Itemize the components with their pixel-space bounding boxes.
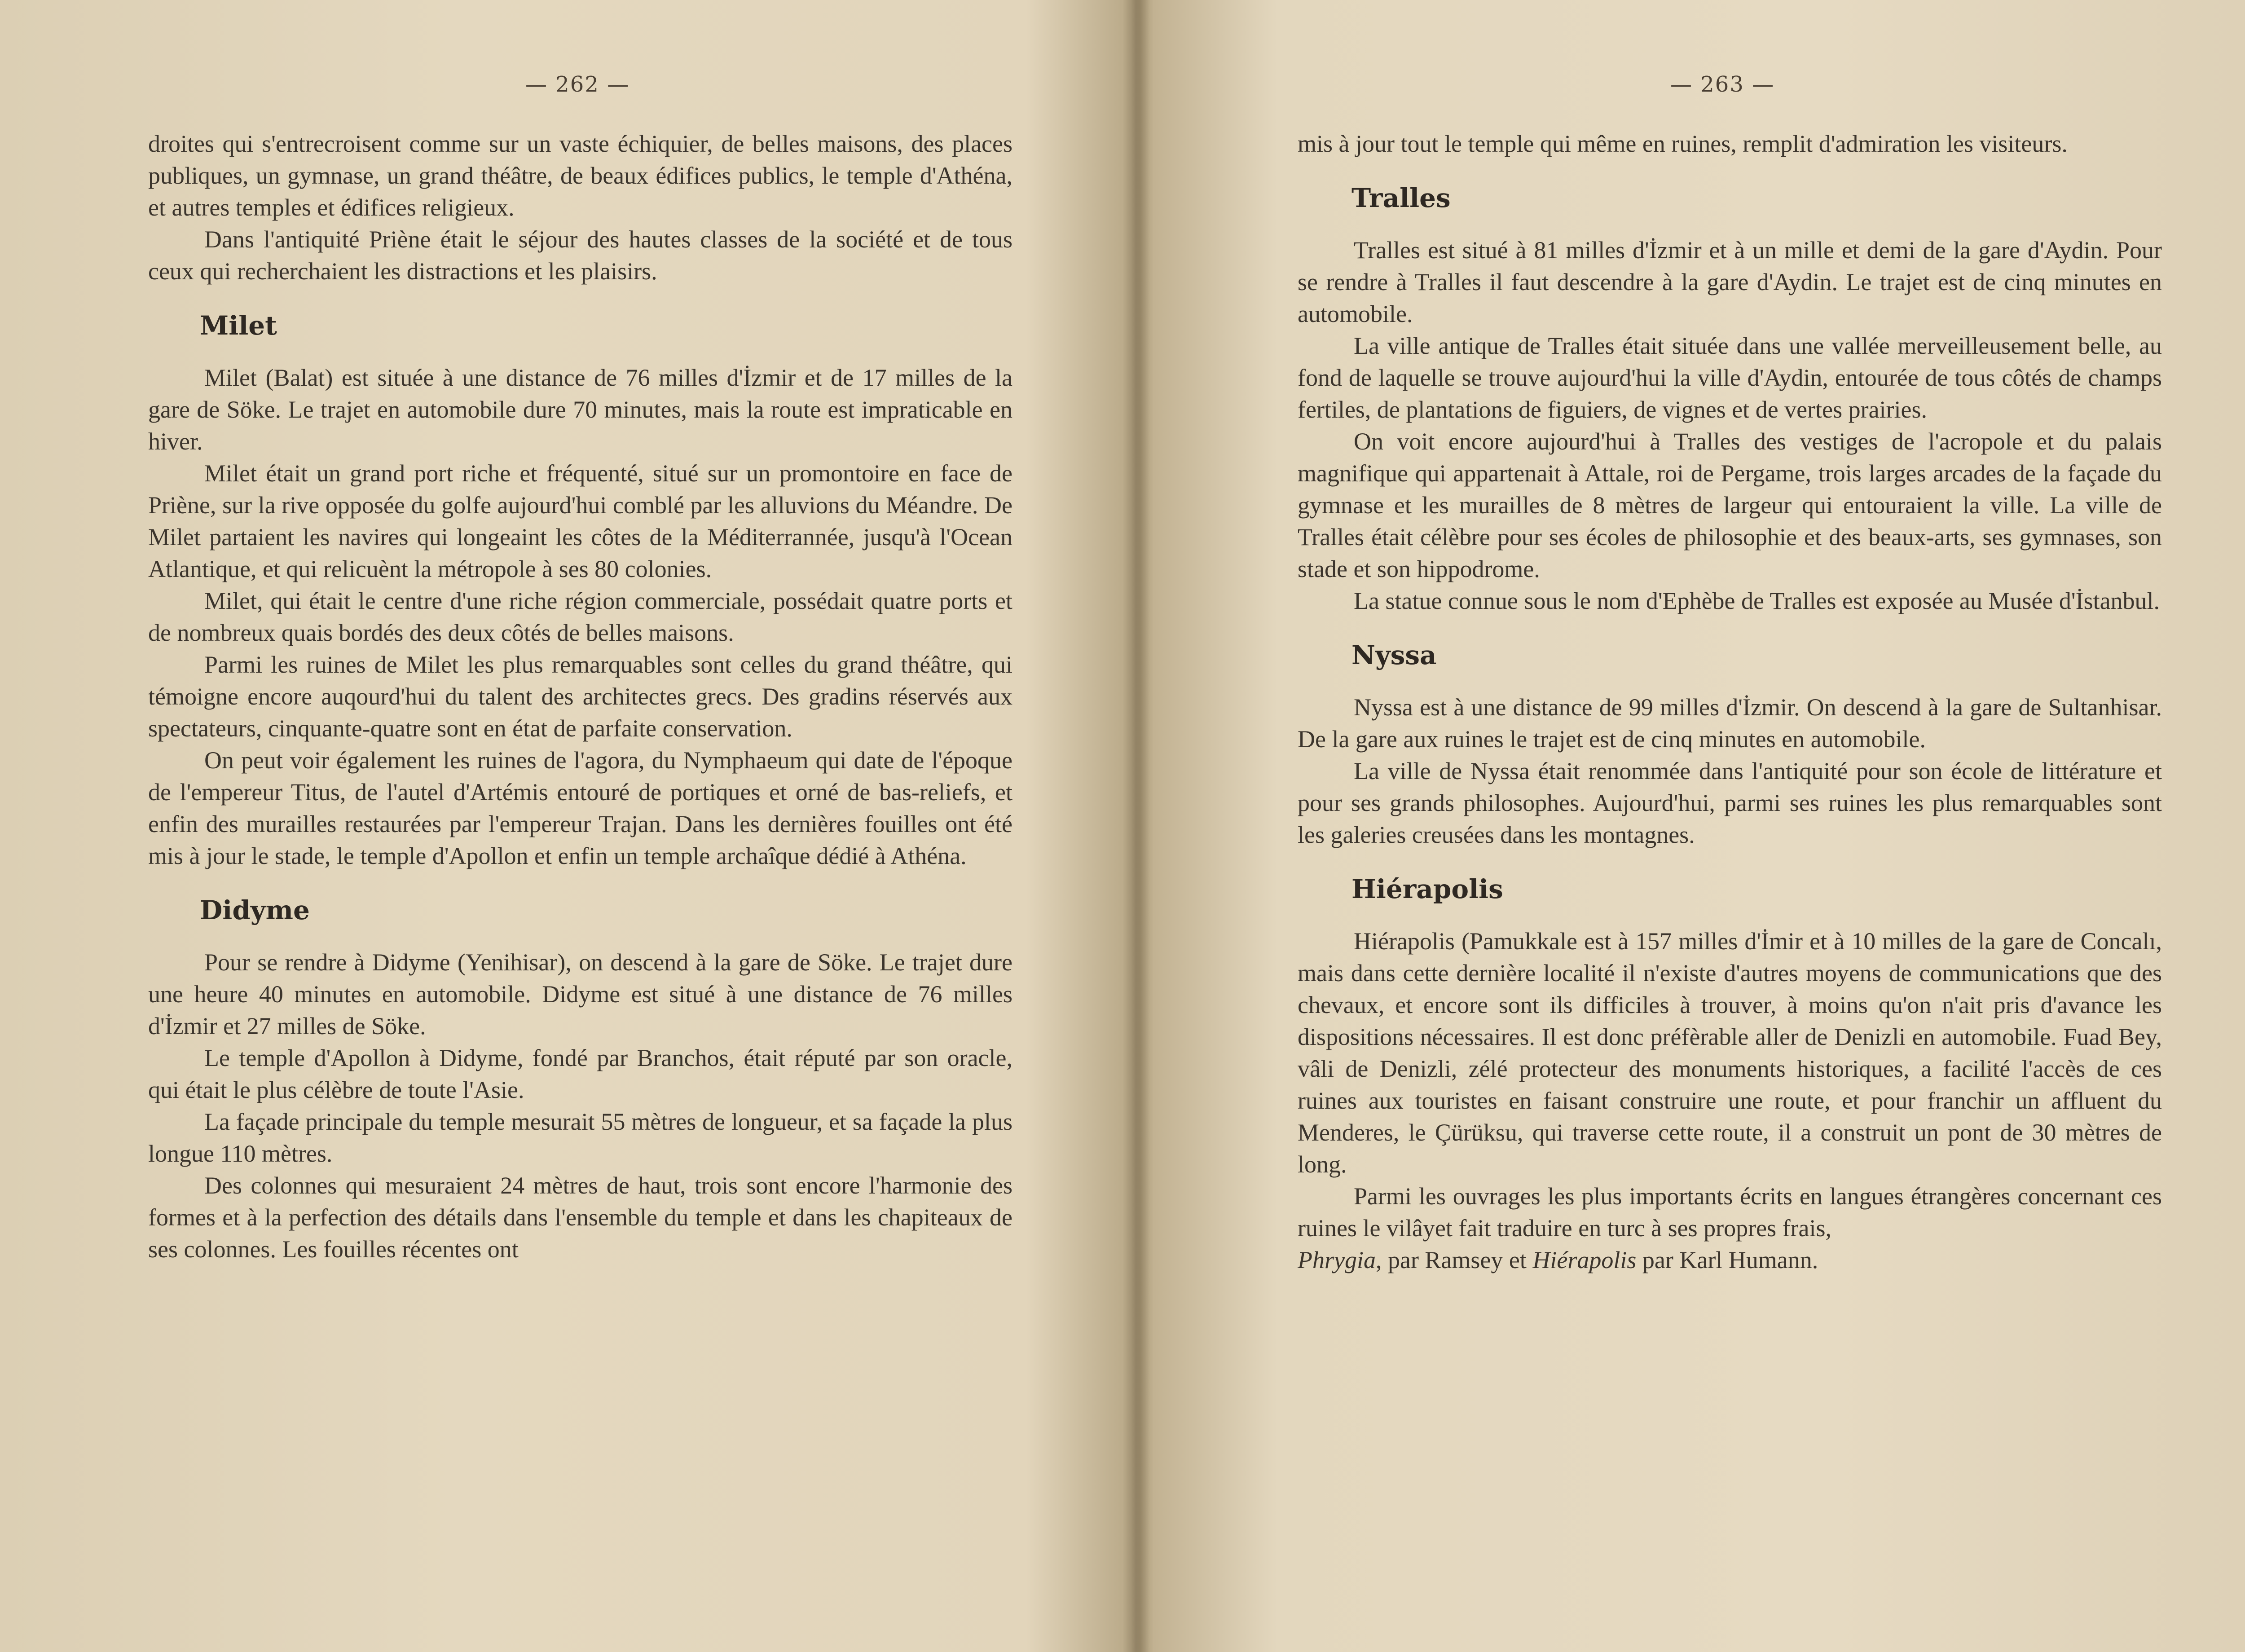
- paragraph: Milet était un grand port riche et fréquenté, situé sur un promontoire en face de Priène, sur la rive opposée du golfe aujourd'hui comblé par les alluvions du Méandre. De Milet partaient les navires qui longeaint les côtes de la Méditerrannée, jusqu'à l'Ocean Atlantique, et qui relicuènt la métropole à ses 80 colonies.: [148, 460, 1012, 582]
- book-gutter: [1122, 0, 1149, 1652]
- section-heading: Hiérapolis: [1351, 874, 1503, 904]
- paragraph: mis à jour tout le temple qui même en ruines, remplit d'admiration les visiteurs.: [1298, 130, 2068, 157]
- reference-text: par Karl Humann.: [1636, 1247, 1818, 1273]
- book-title: Phrygia: [1298, 1247, 1376, 1273]
- paragraph: Milet, qui était le centre d'une riche région commerciale, possédait quatre ports et de nombreux quais bordés des deux côtés de belles maisons.: [148, 587, 1012, 646]
- paragraph: droites qui s'entrecroisent comme sur un vaste échiquier, de belles maisons, des places publiques, un gymnase, un grand théâtre, de beaux édifices publics, le temple d'Athéna, et autres temples et édifices religieux.: [148, 130, 1012, 221]
- section-heading: Didyme: [200, 895, 310, 925]
- book-title: Hiérapolis: [1532, 1247, 1637, 1273]
- paragraph: Pour se rendre à Didyme (Yenihisar), on descend à la gare de Söke. Le trajet dure une heure 40 minutes en automobile. Didyme est situé à une distance de 76 milles d'İzmir et 27 milles de Söke.: [148, 949, 1012, 1040]
- paragraph: Dans l'antiquité Priène était le séjour des hautes classes de la société et de tous ceux qui recherchaient les distractions et les plaisirs.: [148, 226, 1012, 285]
- reference-text: , par Ramsey et: [1375, 1247, 1533, 1273]
- paragraph: Parmi les ouvrages les plus importants écrits en langues étrangères concernant ces ruines le vilâyet fait traduire en turc à ses propres frais,: [1298, 1183, 2162, 1242]
- paragraph: La ville de Nyssa était renommée dans l'antiquité pour son école de littérature et pour ses grands philosophes. Aujourd'hui, parmi ses ruines les plus remarquables sont les galeries creusées dans les montagnes.: [1298, 758, 2162, 848]
- paragraph: On voit encore aujourd'hui à Tralles des vestiges de l'acropole et du palais magnifique qui appartenait à Attale, roi de Pergame, trois larges arcades de la façade du gymnase et les murailles de 8 mètres de largeur qui entouraient la ville. La ville de Tralles était célèbre pour ses écoles de philosophie et des beaux-arts, ses gymnases, son stade et son hippodrome.: [1298, 428, 2162, 582]
- section-heading: Tralles: [1351, 183, 1451, 213]
- paragraph: Hiérapolis (Pamukkale est à 157 milles d'İmir et à 10 milles de la gare de Concalı, mais dans cette dernière localité il n'existe d'autres moyens de communications que des chevaux, et encore sont ils difficiles à trouver, à moins qu'on n'ait pris d'avance les dispositions nécessaires. Il est donc préfèrable aller de Denizli en automobile. Fuad Bey, vâli de Denizli, zélé protecteur des monuments historiques, a facilité l'accès de ces ruines aux touristes en faisant construire une route, et pour franchir un affluent du Menderes, le Çürüksu, qui traverse cette route, il a construit un pont de 30 mètres de long.: [1298, 928, 2162, 1178]
- reference-line: [1298, 1244, 2162, 1276]
- paragraph: Des colonnes qui mesuraient 24 mètres de haut, trois sont encore l'harmonie des formes et à la perfection des détails dans l'ensemble du temple et dans les chapiteaux de ses colonnes. Les fouilles récentes ont: [148, 1172, 1012, 1263]
- paragraph: Le temple d'Apollon à Didyme, fondé par Branchos, était réputé par son oracle, qui était le plus célèbre de toute l'Asie.: [148, 1044, 1012, 1103]
- paragraph: On peut voir également les ruines de l'agora, du Nymphaeum qui date de l'époque de l'empereur Titus, de l'autel d'Artémis entouré de portiques et orné de bas-reliefs, et enfin des murailles restaurées par l'empereur Trajan. Dans les dernières fouilles ont été mis à jour le stade, le temple d'Apollon et enfin un temple archaîque dédié à Athéna.: [148, 747, 1012, 869]
- left-page-text: [148, 128, 1012, 1265]
- paragraph: Tralles est situé à 81 milles d'İzmir et à un mille et demi de la gare d'Aydin. Pour se rendre à Tralles il faut descendre à la gare d'Aydin. Le trajet est de cinq minutes en automobile.: [1298, 237, 2162, 327]
- paragraph: Milet (Balat) est située à une distance de 76 milles d'İzmir et de 17 milles de la gare de Söke. Le trajet en automobile dure 70 minutes, mais la route est impraticable en hiver.: [148, 364, 1012, 455]
- page-number-left: — 262 —: [525, 72, 630, 97]
- paragraph: Parmi les ruines de Milet les plus remarquables sont celles du grand théâtre, qui témoigne encore auqourd'hui du talent des architectes grecs. Des gradins réservés aux spectateurs, cinquante-quatre sont en état de parfaite conservation.: [148, 651, 1012, 742]
- section-heading: Nyssa: [1351, 640, 1437, 670]
- paragraph: Nyssa est à une distance de 99 milles d'İzmir. On descend à la gare de Sultanhisar. De la gare aux ruines le trajet est de cinq minutes en automobile.: [1298, 694, 2162, 753]
- page-number-right: — 263 —: [1670, 72, 1775, 97]
- paragraph: La façade principale du temple mesurait 55 mètres de longueur, et sa façade la plus longue 110 mètres.: [148, 1108, 1012, 1167]
- section-heading: Milet: [200, 310, 277, 341]
- right-page-text: [1298, 128, 2162, 1276]
- paragraph: La statue connue sous le nom d'Ephèbe de Tralles est exposée au Musée d'İstanbul.: [1354, 587, 2160, 614]
- paragraph: La ville antique de Tralles était située dans une vallée merveilleusement belle, au fond de laquelle se trouve aujourd'hui la ville d'Aydin, entourée de tous côtés de champs fertiles, de plantations de figuiers, de vignes et de vertes prairies.: [1298, 332, 2162, 423]
